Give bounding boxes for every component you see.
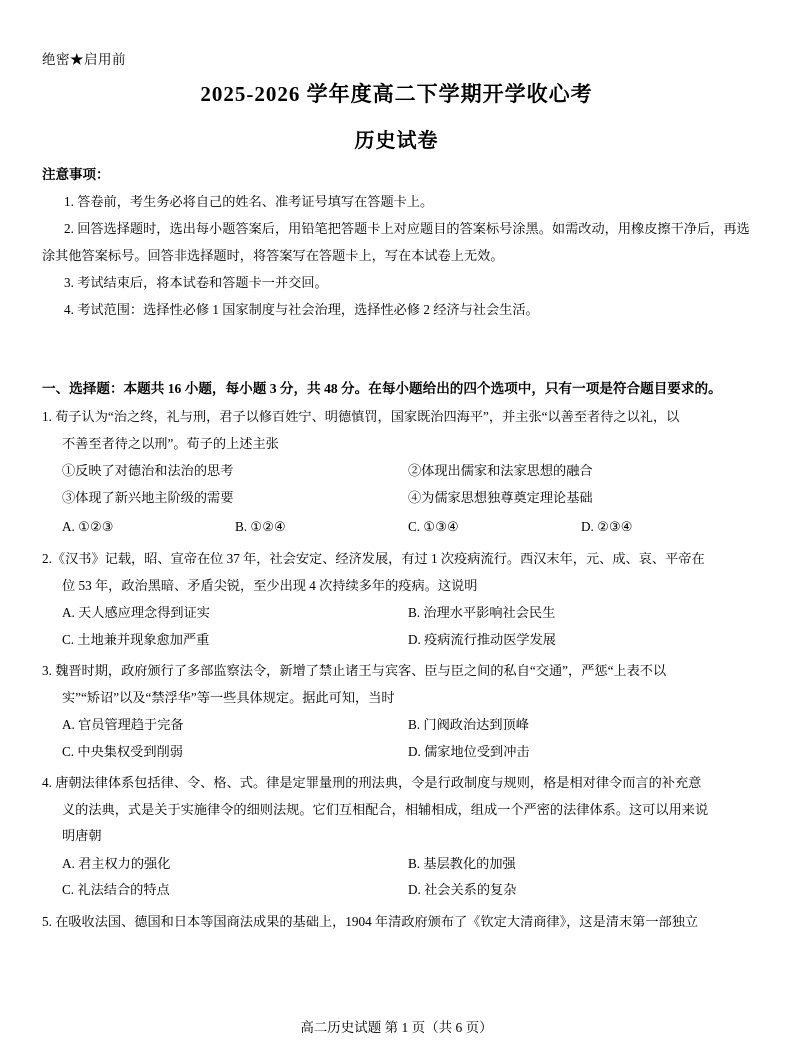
question-item — [42, 546, 754, 653]
option[interactable]: B. 治理水平影响社会民生 — [408, 605, 556, 620]
notice-item: 2. 回答选择题时，选出每小题答案后，用铅笔把答题卡上对应题目的答案标号涂黑。如需改动，用橡皮擦干净后，再选涂其他答案标号。回答非选择题时，将答案写在答题卡上，写在本试卷上无效。 — [42, 221, 750, 263]
notice-item: 1. 答卷前，考生务必将自己的姓名、准考证号填写在答题卡上。 — [64, 194, 434, 209]
option[interactable]: A. 天人感应理念得到证实 — [62, 605, 210, 620]
question-stem-line: 5. 在吸收法国、德国和日本等国商法成果的基础上，1904 年清政府颁布了《钦定大清商律》，这是清末第一部独立 — [42, 913, 699, 929]
option[interactable]: D. 社会关系的复杂 — [408, 882, 517, 897]
option[interactable]: A. ①②③ — [62, 519, 114, 534]
option[interactable]: D. 疫病流行推动医学发展 — [408, 631, 556, 647]
option[interactable]: C. ①③④ — [408, 519, 459, 534]
option[interactable]: A. 官员管理趋于完备 — [62, 717, 184, 732]
option[interactable]: D. 儒家地位受到冲击 — [408, 743, 530, 759]
option[interactable]: C. 中央集权受到削弱 — [62, 743, 183, 759]
statement: ③体现了新兴地主阶级的需要 — [62, 489, 234, 505]
option[interactable]: B. 基层教化的加强 — [408, 855, 516, 871]
question-statements — [42, 458, 754, 511]
question-stem-line: 4. 唐朝法律体系包括律、令、格、式。律是定罪量刑的刑法典，令是行政制度与规则，格是相对律令而言的补充意 — [42, 775, 702, 790]
question-stem-line: 实”“矫诏”以及“禁浮华”等一些具体规定。据此可知，当时 — [62, 689, 395, 705]
question-stem-line: 3. 魏晋时期，政府颁行了多部监察法令，新增了禁止诸王与宾客、臣与臣之间的私自“交通”，严惩“上表不以 — [42, 663, 667, 678]
notice-item: 3. 考试结束后，将本试卷和答题卡一并交回。 — [64, 275, 328, 290]
option[interactable]: C. 土地兼并现象愈加严重 — [62, 631, 210, 647]
question-stem-line: 不善至者待之以刑”。荀子的上述主张 — [62, 435, 279, 451]
option[interactable]: D. ②③④ — [581, 519, 633, 534]
question-options — [42, 712, 754, 765]
question-list — [42, 404, 754, 940]
question-item — [42, 658, 754, 765]
statement: ①反映了对德治和法治的思考 — [62, 463, 234, 478]
page-title: 2025-2026 学年度高二下学期开学收心考 — [200, 82, 593, 106]
notice-heading: 注意事项： — [42, 167, 110, 182]
subject-title: 历史试卷 — [354, 130, 439, 152]
option[interactable]: B. 门阀政治达到顶峰 — [408, 717, 529, 732]
question-stem-line: 1. 荀子认为“治之终，礼与刑，君子以修百姓宁、明德慎罚，国家既治四海平”，并主张“以善至者待之以礼，以 — [42, 409, 680, 424]
option[interactable]: A. 君主权力的强化 — [62, 855, 171, 871]
question-options — [42, 600, 754, 653]
question-options — [42, 513, 754, 541]
question-item — [42, 404, 754, 541]
question-stem-line: 位 53 年，政治黑暗、矛盾尖锐，至少出现 4 次持续多年的疫病。这说明 — [62, 577, 478, 593]
question-stem-line: 明唐朝 — [62, 828, 102, 843]
page-footer: 高二历史试题 第 1 页（共 6 页） — [300, 1020, 493, 1035]
option[interactable]: C. 礼法结合的特点 — [62, 882, 170, 897]
notice-list — [42, 188, 750, 323]
question-stem-line: 2.《汉书》记载，昭、宣帝在位 37 年，社会安定、经济发展，有过 1 次疫病流行。西汉末年，元、成、哀、平帝在 — [42, 551, 705, 566]
option[interactable]: B. ①②④ — [235, 519, 286, 534]
secret-label: 绝密★启用前 — [42, 52, 126, 67]
question-item — [42, 770, 754, 904]
question-options — [42, 851, 754, 904]
section-heading: 一、选择题：本题共 16 小题，每小题 3 分，共 48 分。在每小题给出的四个选项中，只有一项是符合题目要求的。 — [42, 381, 722, 396]
question-stem-line: 义的法典，式是关于实施律令的细则法规。它们互相配合，相辅相成，组成一个严密的法律体系。这可以用来说 — [62, 801, 709, 817]
statement: ④为儒家思想独尊奠定理论基础 — [408, 489, 593, 505]
notice-item: 4. 考试范围：选择性必修 1 国家制度与社会治理，选择性必修 2 经济与社会生活。 — [64, 302, 539, 317]
question-item — [42, 909, 754, 936]
statement: ②体现出儒家和法家思想的融合 — [408, 463, 593, 478]
